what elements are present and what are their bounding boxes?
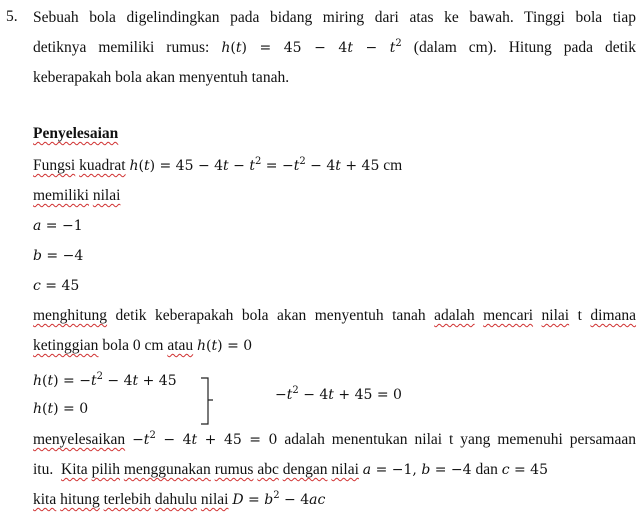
system-eq-1: $h(t) = -t^2 - 4t + 45$ (33, 371, 177, 389)
word: kita (33, 491, 57, 508)
right-brace-icon (200, 376, 214, 426)
word: Kita (61, 461, 88, 478)
word: atau (167, 337, 194, 354)
fungsi-line (33, 156, 402, 176)
word: menghitung (33, 307, 108, 324)
para2-line1 (33, 430, 636, 450)
formula-discriminant: $D = b^2 - 4ac$ (232, 490, 326, 508)
word: terlebih (103, 491, 151, 508)
problem-line-1: Sebuah bola digelindingkan pada bidang miring dari atas ke bawah. Tinggi bola tiap (33, 9, 636, 26)
word: abc (257, 461, 279, 478)
word: menyelesaikan (33, 431, 126, 448)
formula-c: c = 45 (501, 462, 548, 478)
problem-line-3: keberapakah bola akan menyentuh tanah. (33, 69, 290, 86)
formula-h0: h(t) = 0 (197, 338, 253, 354)
system-eq-2: h(t) = 0 (33, 401, 89, 417)
word: hitung (60, 491, 100, 508)
word: memiliki (33, 187, 89, 204)
word: adalah (434, 307, 475, 324)
formula-quadratic: $-t^2 - 4t + 45 = 0$ (132, 430, 278, 448)
word: Fungsi (33, 157, 76, 174)
word: mencari (483, 307, 534, 324)
heading-text: Penyelesaian (33, 125, 119, 142)
coef-c: c = 45 (33, 278, 80, 294)
formula-h-t: $h(t) = 45 - 4t - t^2$ (221, 38, 402, 56)
word: menggunakan (123, 461, 211, 478)
formula-coefs: a = −1, b = −4 (362, 462, 472, 478)
word: nilai (331, 461, 359, 478)
word: kuadrat (79, 157, 126, 174)
word: dimana (590, 307, 637, 324)
coef-a: a = −1 (33, 218, 83, 234)
formula-fungsi: $h(t) = 45 - 4t - t^2 = -t^2 - 4t + 45$ (129, 156, 380, 174)
word: nilai (200, 491, 229, 508)
word: ketinggian (33, 337, 99, 354)
word: rumus (214, 461, 254, 478)
text: adalah menentukan nilai t yang memenuhi persamaan (284, 431, 636, 448)
word: nilai (92, 187, 121, 204)
problem-line-2 (33, 38, 636, 58)
word: dahulu (154, 491, 198, 508)
para1-line2: ketinggian bola 0 cm atau h(t) = 0 (33, 337, 253, 354)
memiliki-line (33, 186, 120, 206)
system-result: $-t^2 - 4t + 45 = 0$ (275, 385, 402, 403)
para2-line2: itu. Kita pilih menggunakan rumus abc dengan nilai a = −1, b = −4 dan c = 45 (33, 461, 548, 478)
word: dengan (282, 461, 328, 478)
coef-b: b = −4 (33, 248, 84, 264)
word: pilih (91, 461, 120, 478)
problem-number: 5. (6, 8, 18, 25)
problem-text: (dalam cm). Hitung pada detik (413, 39, 636, 56)
para1-line1: menghitung detik keberapakah bola akan menyentuh tanah adalah mencari nilai t dimana (33, 307, 637, 324)
word: nilai (541, 307, 570, 324)
unit: cm (383, 157, 403, 174)
para3 (33, 490, 325, 510)
problem-text: detiknya memiliki rumus: (33, 39, 210, 56)
solution-heading (33, 124, 118, 144)
